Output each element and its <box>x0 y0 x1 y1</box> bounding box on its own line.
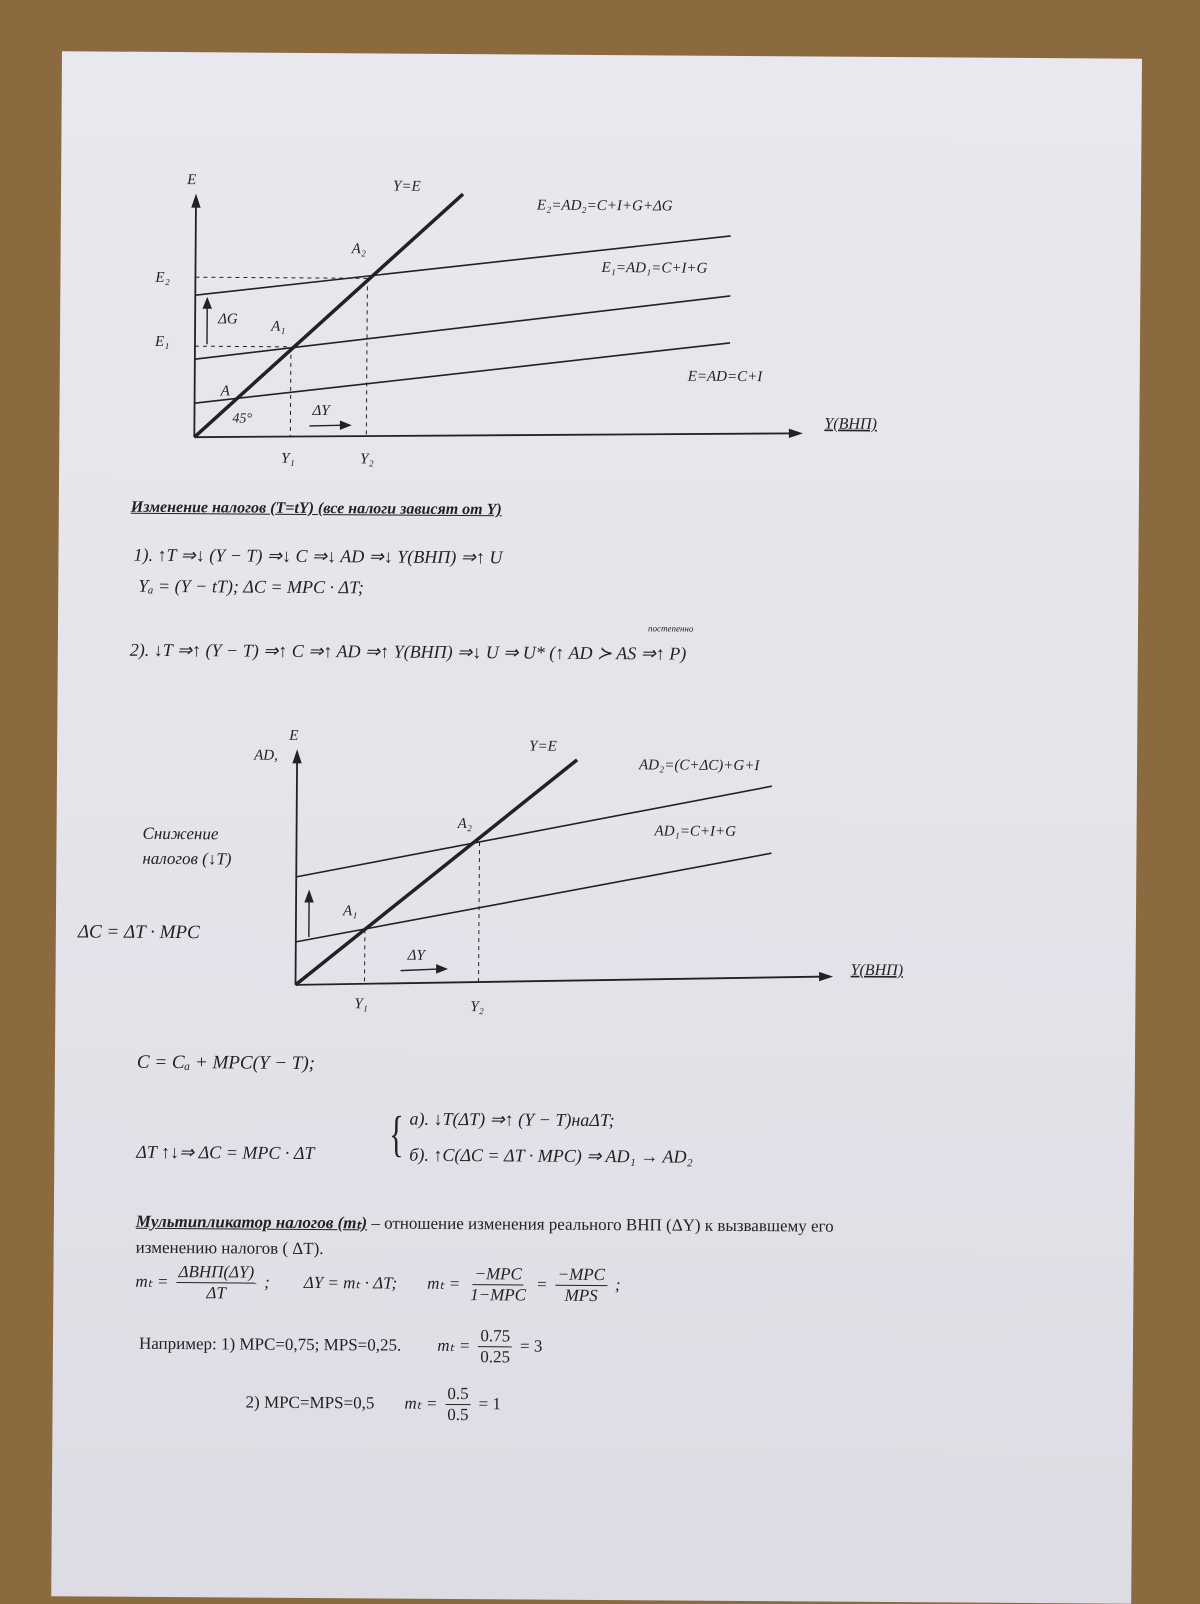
fraction-3-den: 1−MPC <box>468 1285 528 1305</box>
multiplier-formulas <box>135 1262 620 1305</box>
d1-delta-g: ΔG <box>217 311 238 327</box>
fraction-3 <box>468 1264 528 1305</box>
d1-tick-e1: E₁ <box>154 334 170 350</box>
delta-t-formula: ΔT ↑↓⇒ ΔC = MPC · ΔT <box>136 1142 314 1164</box>
d1-label-e: E=AD=C+I <box>687 369 764 386</box>
d2-y-label-ad: AD, <box>253 748 278 764</box>
paper-sheet <box>51 51 1142 1604</box>
d2-arrow-dy-head <box>437 965 447 973</box>
d2-arrow-shift-head <box>305 891 313 902</box>
d1-label-e2: E₂=AD₂=C+I+G+ΔG <box>536 198 673 215</box>
example-2 <box>245 1383 501 1425</box>
d1-diag-label: Y=E <box>393 179 421 195</box>
d1-tick-y2: Y₂ <box>360 451 374 467</box>
d2-delta-y: ΔY <box>407 948 427 964</box>
consumption-formula: C = Cₐ + MPC(Y − T); <box>137 1052 315 1075</box>
example-1-mt: mₜ = <box>437 1336 470 1356</box>
d2-point-a1: A₁ <box>342 903 358 919</box>
section-1-over: постепенно <box>648 623 693 633</box>
example-1-label: Например: 1) MPC=0,75; MPS=0,25. <box>139 1334 401 1356</box>
example-1-num: 0.75 <box>478 1326 512 1347</box>
fraction-4 <box>555 1265 607 1305</box>
fraction-1-den: ΔT <box>204 1283 228 1303</box>
fraction-4-num: −MPC <box>556 1265 608 1286</box>
d1-point-a: A <box>220 383 231 399</box>
d1-tick-y1: Y₁ <box>281 451 295 467</box>
d2-dash-y2 <box>479 842 480 981</box>
d1-point-a1: A₁ <box>270 319 286 335</box>
d1-label-e1: E₁=AD₁=C+I+G <box>600 260 707 277</box>
d2-note-line-2: налогов (↓T) <box>142 849 231 870</box>
d2-line-45 <box>296 758 578 987</box>
d1-angle: 45° <box>232 411 252 426</box>
d2-y-axis <box>296 758 298 985</box>
example-1-fraction <box>478 1326 512 1366</box>
d1-y-label: E <box>186 172 196 188</box>
d2-note-line-1: Снижение <box>142 824 218 845</box>
d1-point-a2: A₂ <box>351 241 367 257</box>
d2-tick-y2: Y₂ <box>470 999 484 1015</box>
diagram-2 <box>55 51 1142 1059</box>
d2-formula: ΔC = ΔT · MPC <box>78 921 200 944</box>
section-1-line-3: 2). ↓T ⇒↑ (Y − T) ⇒↑ C ⇒↑ AD ⇒↑ Y(ВНП) ⇒↓ U ⇒ U* (↑ AD ≻ AS ⇒↑ P) <box>130 640 687 665</box>
delta-y-formula: ΔY = mₜ · ΔT; <box>304 1273 398 1294</box>
example-2-fraction <box>445 1384 471 1424</box>
equals: = <box>536 1275 548 1295</box>
sep-1: ; <box>264 1273 270 1293</box>
fraction-1-num: ΔВНП(ΔY) <box>176 1262 256 1283</box>
multiplier-definition-2: изменению налогов ( ΔT). <box>136 1238 324 1259</box>
d2-x-label: Y(ВНП) <box>851 962 904 979</box>
d2-diag-label: Y=E <box>529 739 557 755</box>
d2-y-axis-arrow <box>293 751 301 763</box>
case-b: б). ↑C(ΔC = ΔT · MPC) ⇒ AD₁ → AD₂ <box>409 1145 693 1168</box>
d2-y-label-e: E <box>288 728 298 744</box>
section-1-heading: Изменение налогов (T=tY) (все налоги зависят от Y) <box>131 499 502 520</box>
d1-tick-e2: E₂ <box>154 270 170 286</box>
section-1-line-2: Yₐ = (Y − tT); ΔC = MPC · ΔT; <box>138 576 364 599</box>
case-a: а). ↓T(ΔT) ⇒↑ (Y − T)наΔT; <box>409 1109 614 1131</box>
example-2-result: = 1 <box>479 1394 501 1414</box>
brace: { <box>389 1109 404 1159</box>
d2-x-axis-arrow <box>820 973 832 981</box>
example-1-result: = 3 <box>520 1337 542 1357</box>
d1-delta-y: ΔY <box>311 403 331 419</box>
example-1 <box>139 1324 543 1367</box>
multiplier-definition-1 <box>136 1212 834 1237</box>
d2-label-ad1: AD₁=C+I+G <box>654 823 737 840</box>
multiplier-term: Мультипликатор налогов (mₜ) <box>136 1212 367 1233</box>
sep-2: ; <box>615 1275 621 1295</box>
example-1-den: 0.25 <box>478 1347 512 1367</box>
d1-x-label: Y(ВНП) <box>824 416 877 433</box>
d2-label-ad2: AD₂=(C+ΔC)+G+I <box>638 757 760 774</box>
mt-label-2: mₜ = <box>427 1274 460 1294</box>
fraction-3-num: −MPC <box>472 1264 524 1285</box>
fraction-1 <box>176 1262 256 1303</box>
fraction-4-den: MPS <box>563 1285 600 1305</box>
d2-arrow-dy <box>401 969 441 971</box>
mt-label: mₜ = <box>135 1272 168 1292</box>
example-2-label: 2) MPC=MPS=0,5 <box>246 1393 375 1414</box>
multiplier-def-text: – отношение изменения реального ВНП (ΔY) к вызвавшему его <box>367 1213 834 1235</box>
example-2-den: 0.5 <box>445 1404 470 1424</box>
d2-tick-y1: Y₁ <box>354 996 368 1012</box>
section-1-line-1: 1). ↑T ⇒↓ (Y − T) ⇒↓ C ⇒↓ AD ⇒↓ Y(ВНП) ⇒↑ U <box>133 545 502 569</box>
d2-x-axis <box>296 973 826 989</box>
d2-point-a2: A₂ <box>457 816 473 832</box>
example-2-num: 0.5 <box>445 1384 470 1405</box>
example-2-mt: mₜ = <box>404 1394 437 1414</box>
